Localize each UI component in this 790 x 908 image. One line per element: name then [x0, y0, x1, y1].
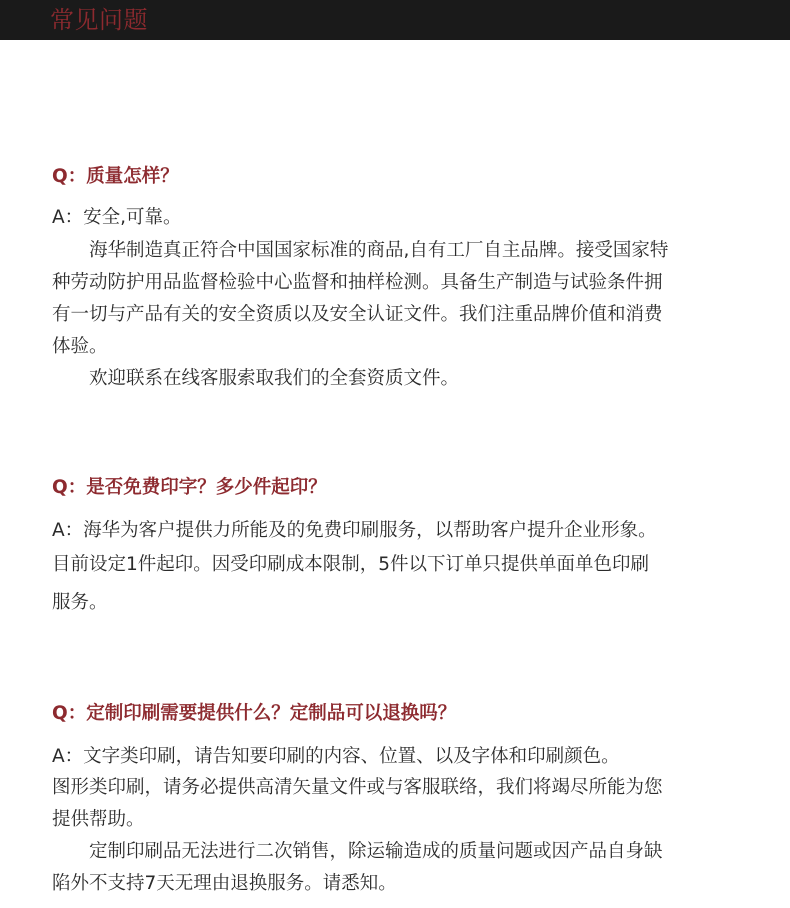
faq-answer-line: 图形类印刷，请务必提供高清矢量文件或与客服联络，我们将竭尽所能为您	[52, 777, 663, 798]
faq-answer-line: 海华制造真正符合中国国家标准的商品,自有工厂自主品牌。接受国家特	[52, 240, 669, 261]
faq-item-quality	[52, 163, 742, 395]
faq-answer-line: 体验。	[52, 336, 108, 357]
faq-answer-line: 欢迎联系在线客服索取我们的全套资质文件。	[52, 368, 460, 389]
faq-answer-lead: A：安全,可靠。	[52, 207, 182, 228]
page-title: 常见问题	[50, 6, 148, 34]
faq-answer-line: 提供帮助。	[52, 809, 145, 830]
faq-question: Q：定制印刷需要提供什么？定制品可以退换吗？	[52, 703, 457, 724]
faq-answer-lead: A：文字类印刷，请告知要印刷的内容、位置、以及字体和印刷颜色。	[52, 746, 620, 767]
faq-answer-line: 有一切与产品有关的安全资质以及安全认证文件。我们注重品牌价值和消费	[52, 304, 663, 325]
faq-answer-line: 目前设定1件起印。因受印刷成本限制，5件以下订单只提供单面单色印刷	[52, 554, 650, 575]
faq-answer-line: 种劳动防护用品监督检验中心监督和抽样检测。具备生产制造与试验条件拥	[52, 272, 663, 293]
faq-question: Q：是否免费印字？多少件起印？	[52, 477, 327, 498]
faq-answer-lead: A：海华为客户提供力所能及的免费印刷服务，以帮助客户提升企业形象。	[52, 520, 657, 541]
header-bar	[0, 0, 790, 40]
faq-answer-line: 服务。	[52, 592, 108, 613]
faq-answer-line: 陷外不支持7天无理由退换服务。请悉知。	[52, 873, 397, 894]
faq-question: Q：质量怎样？	[52, 166, 179, 187]
faq-item-custom-printing	[52, 700, 742, 900]
faq-item-free-printing	[52, 474, 742, 622]
faq-answer-line: 定制印刷品无法进行二次销售，除运输造成的质量问题或因产品自身缺	[52, 841, 663, 862]
